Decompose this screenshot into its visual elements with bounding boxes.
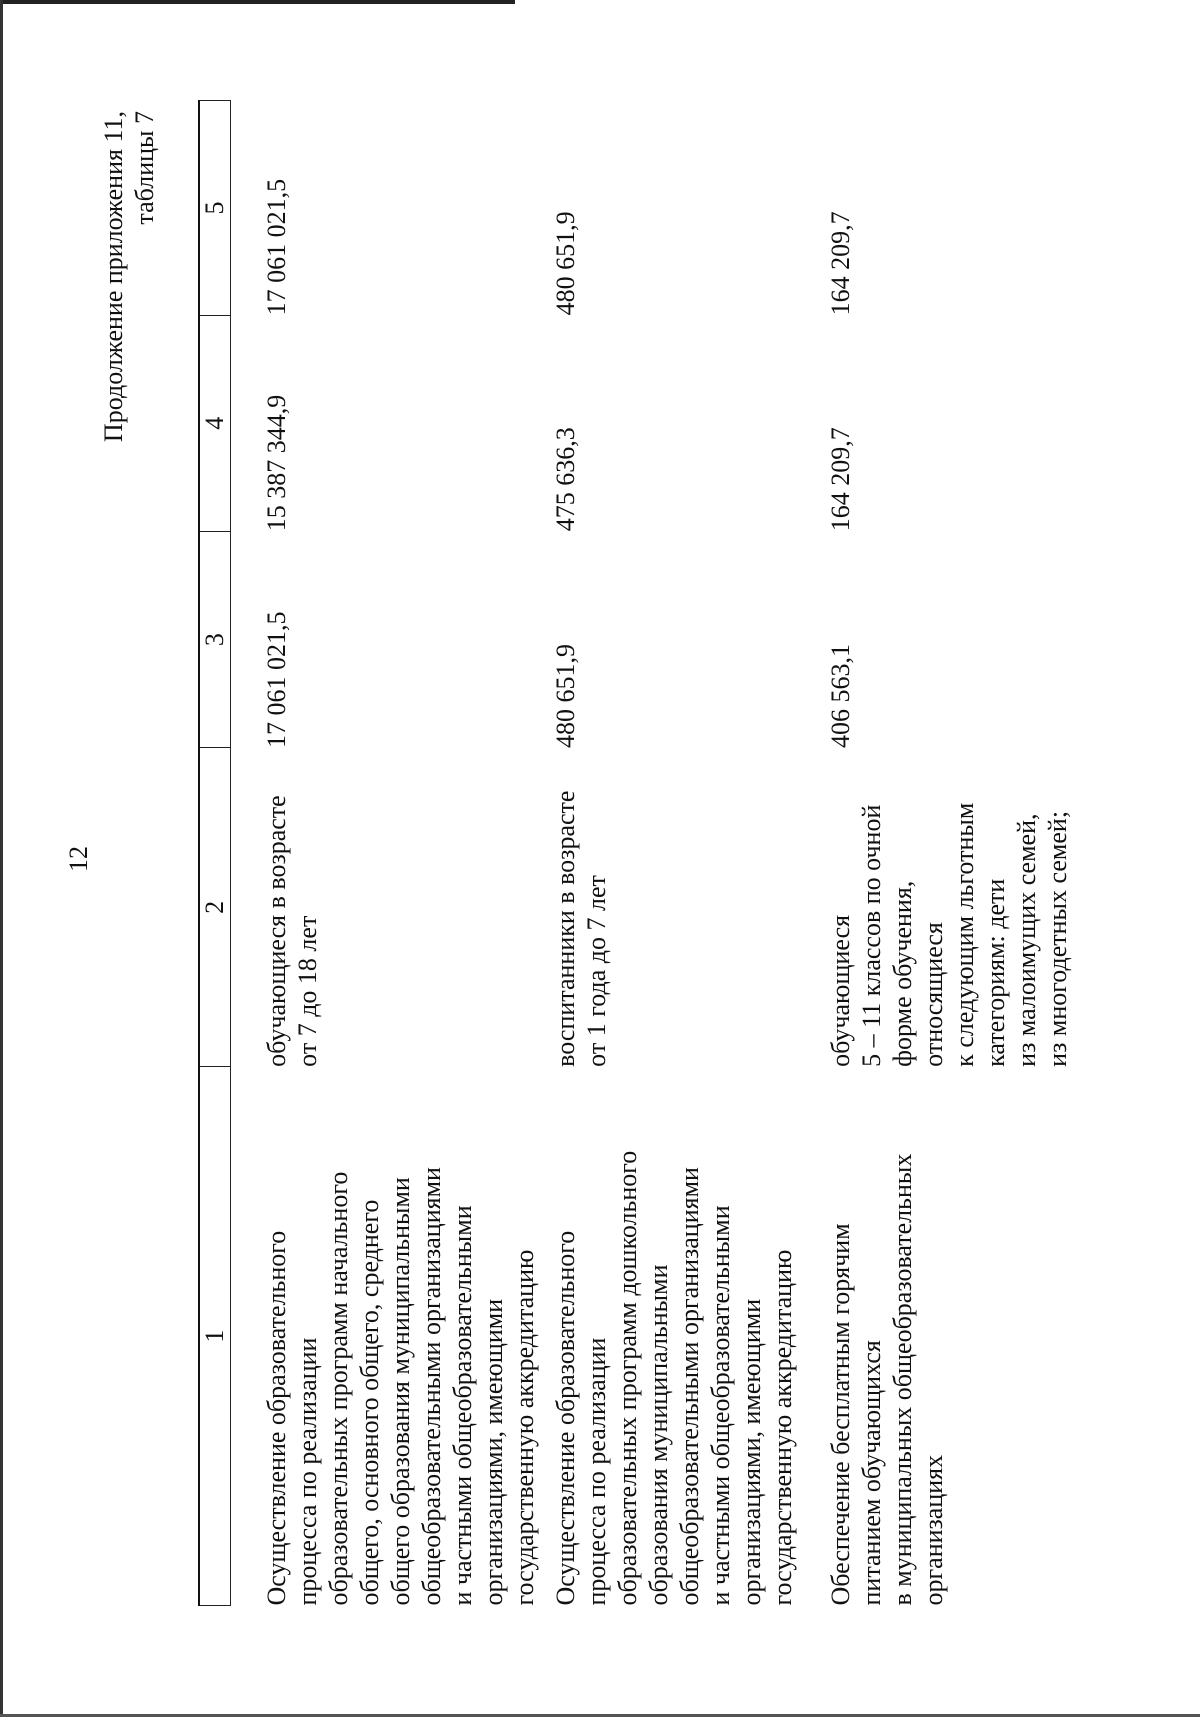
column-header-3: 3	[199, 531, 231, 748]
row-1-col5: 17 061 021,5	[262, 178, 291, 316]
row-1-col4: 15 387 344,9	[262, 394, 291, 532]
row-3-col3: 406 563,1	[826, 644, 855, 748]
column-header-2: 2	[199, 748, 231, 1067]
column-header-4: 4	[199, 315, 231, 531]
row-3-col4: 164 209,7	[826, 427, 855, 532]
table-row	[815, 101, 1073, 1606]
table-row	[540, 101, 815, 1606]
table-row	[231, 101, 541, 1606]
row-2-col4: 475 636,3	[551, 427, 580, 532]
row-2-col5: 480 651,9	[551, 211, 580, 316]
column-header-1: 1	[199, 1067, 231, 1606]
page-number: 12	[64, 846, 93, 872]
column-header-5: 5	[199, 101, 231, 316]
data-table	[198, 100, 1073, 1606]
continuation-line-2: таблицы 7	[130, 111, 159, 225]
table-header-row	[199, 101, 231, 1606]
continuation-line-1: Продолжение приложения 11,	[99, 111, 128, 443]
row-3-name: Обеспечение бесплатным горячим питанием обучающихся в муниципальных общеобразовательных организациях	[826, 1153, 948, 1606]
row-3-col5: 164 209,7	[826, 211, 855, 316]
row-2-category: воспитанники в возрасте от 1 года до 7 лет	[551, 790, 611, 1067]
row-1-name: Осуществление образовательного процесса по реализации образовательных программ начального общего, основного общего, среднего общего образования муниципальными общеобразовательными организациями и частными общеобразовательными организациями, имеющими государственную аккредитацию	[262, 1167, 539, 1606]
row-1-category: обучающиеся в возрасте от 7 до 18 лет	[262, 795, 322, 1067]
row-2-name: Осуществление образовательного процесса по реализации образовательных программ дошкольного образования муниципальными общеобразовательными организациями и частными общеобразовательными организациями, имеющими государственную аккредитацию	[551, 1150, 797, 1606]
row-3-category: обучающиеся 5 – 11 классов по очной форме обучения, относящиеся к следующим льготным категориям: дети из малоимущих семей, из многодетных семей;	[826, 802, 1072, 1067]
row-2-col3: 480 651,9	[551, 644, 580, 748]
continuation-note	[98, 111, 160, 442]
row-1-col3: 17 061 021,5	[262, 611, 291, 748]
